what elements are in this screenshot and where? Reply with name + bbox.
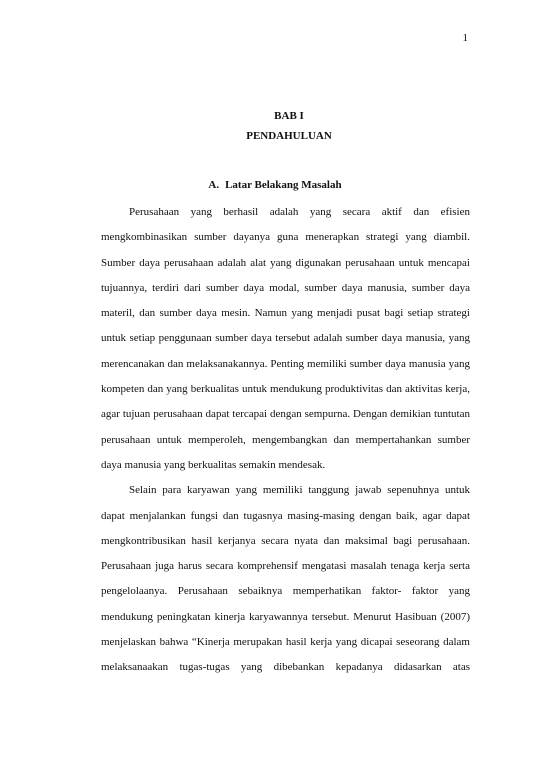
section-number: A.	[208, 179, 220, 191]
section-title: Latar Belakang Masalah	[225, 179, 342, 191]
page-number: 1	[462, 32, 468, 44]
paragraph-1: Perusahaan yang berhasil adalah yang secara aktif dan efisien mengkombinasikan sumber dayanya guna menerapkan strategi yang diambil. Sumber daya perusahaan adalah alat yang digunakan perusahaan untuk mencapai tujuannya, terdiri dari sumber daya modal, sumber daya manusia, sumber daya materil, dan sumber daya mesin. Namun yang menjadi pusat bagi setiap strategi untuk setiap penggunaan sumber daya tersebut adalah sumber daya manusia, yang merencanakan dan melaksanakannya. Penting memiliki sumber daya manusia yang kompeten dan yang berkualitas untuk mendukung produktivitas dan aktivitas kerja, agar tujuan perusahaan dapat tercapai dengan sempurna. Dengan demikian tuntutan perusahaan untuk memperoleh, mengembangkan dan mempertahankan sumber daya manusia yang berkualitas semakin mendesak.	[101, 206, 470, 471]
chapter-title: PENDAHULUAN	[246, 130, 332, 142]
paragraph-2: Selain para karyawan yang memiliki tanggung jawab sepenuhnya untuk dapat menjalankan fungsi dan tugasnya masing-masing dengan baik, agar dapat mengkontribusikan hasil kerjanya secara nyata dan maksimal bagi perusahaan. Perusahaan juga harus secara komprehensif mengatasi masalah tenaga kerja serta pengelolaanya. Perusahaan sebaiknya memperhatikan faktor- faktor yang mendukung peningkatan kinerja karyawannya tersebut. Menurut Hasibuan (2007) menjelaskan bahwa “Kinerja merupakan hasil kerja yang dicapai seseorang dalam melaksanaakan tugas-tugas yang dibebankan kepadanya didasarkan atas	[101, 484, 470, 674]
chapter-label: BAB I	[274, 110, 304, 122]
body-text	[101, 200, 470, 681]
section-heading	[0, 179, 550, 191]
